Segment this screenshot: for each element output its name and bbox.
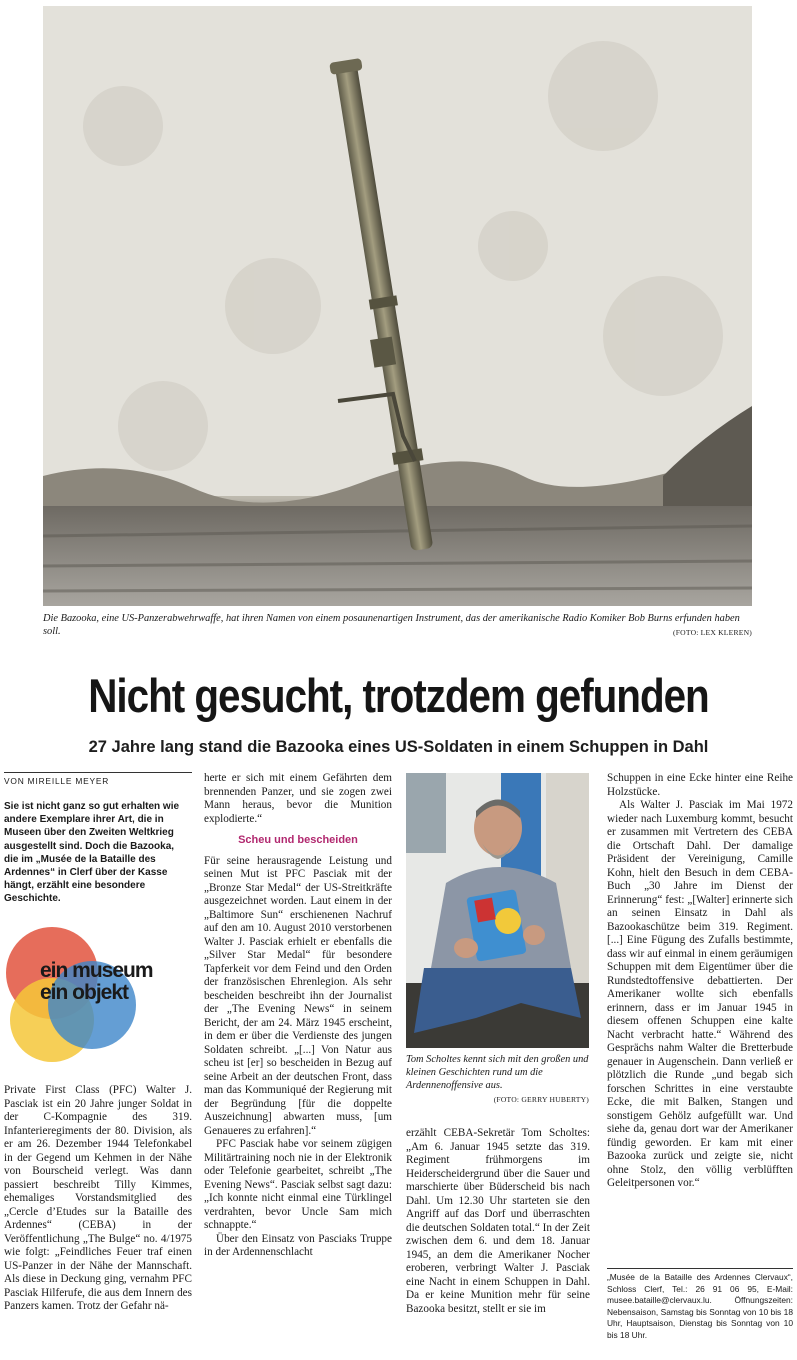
subheadline: 27 Jahre lang stand die Bazooka eines US-Soldaten in einem Schuppen in Dahl bbox=[88, 738, 709, 756]
lead-paragraph: Sie ist nicht ganz so gut erhalten wie andere Exemplare ihrer Art, die in Museen über den Zweiten Weltkrieg ausgestellt sind. Doch die Bazooka, die im „Musée de la Bataille des Ardennes“ in Clerf über der Kasse hängt, erzählt eine besondere Geschichte. bbox=[4, 801, 180, 905]
article-column-2 bbox=[204, 772, 392, 1260]
portrait-caption-text: Tom Scholtes kennt sich mit den großen und kleinen Geschichten rund um die Ardennenoffensive aus. bbox=[406, 1054, 589, 1091]
portrait-credit: (FOTO: GERRY HUBERTY) bbox=[493, 1095, 589, 1104]
photo-caption bbox=[43, 612, 752, 639]
photo-credit: (FOTO: LEX KLEREN) bbox=[673, 628, 752, 637]
photo-caption-text: Die Bazooka, eine US-Panzerabwehrwaffe, hat ihren Namen von einem posaunenartigen Instrument, das der amerikanische Radio Komiker Bob Burns erfunden haben soll. bbox=[43, 613, 740, 637]
body-paragraph: herte er sich mit einem Gefährten dem brennenden Panzer, und sie zogen zwei Mann heraus, bevor die Munition explodierte.“ bbox=[204, 772, 392, 825]
headline: Nicht gesucht, trotzdem gefunden bbox=[88, 669, 709, 722]
body-paragraph: Schuppen in eine Ecke hinter eine Reihe Holzstücke. bbox=[607, 772, 793, 798]
body-paragraph: Als Walter J. Pasciak im Mai 1972 wieder nach Luxemburg kommt, besucht er zusammen mit Vertretern des CEBA die Ortschaft Dahl. Der damalige Präsident der Vereinigung, Camille Kohn, hielt den Besuch in dem CEBA-Buch „30 Jahre im Dienst der Erinnerung“ fest: „[Walter] erinnerte sich an seinen Einsatz in Dahl als Bazookaschütze beim 319. Regiment. [...] Eine Fügung des Zufalls bestimmte, dass wir auf einmal in einem geräumigen Schuppen mit dem Eigentümer über die Rundstedtoffensive debattierten. Der Amerikaner wollte sich ebenfalls erinnern, dass er im Januar 1945 in diesem offenen Schuppen eine kalte Nacht verbracht hatte.“ Während des Gesprächs nahm Walter die Bretterbude genauer in Augenschein. Dann verließ er plötzlich die Runde „und begab sich forschen Schrittes in eine verstaubte Ecke, die mit Balken, Stangen und sonstigem Gehölz aufgefüllt war. Und siehe da, genau dort war der Amerikaner fündig geworden. Er kam mit einer Bazooka zurück und zeigte sie, nicht ohne Stolz, den völlig verblüfften Geleitpersonen vor.“ bbox=[607, 799, 793, 1189]
logo-line-2: ein objekt bbox=[40, 981, 129, 1004]
logo-line-1: ein museum bbox=[40, 959, 153, 982]
portrait-photo bbox=[406, 773, 589, 1048]
portrait-illustration bbox=[406, 773, 589, 1048]
museum-logo bbox=[4, 925, 194, 1065]
body-paragraph: Über den Einsatz von Pasciaks Truppe in der Ardennenschlacht bbox=[204, 1232, 392, 1258]
author-byline: VON MIREILLE MEYER bbox=[4, 772, 192, 786]
article-column-3 bbox=[406, 1127, 590, 1316]
portrait-caption bbox=[406, 1053, 589, 1106]
hero-photo bbox=[43, 6, 752, 606]
body-paragraph: PFC Pasciak habe vor seinem zügigen Militärtraining noch nie in der Elektronik oder Telefonie gearbeitet, schreibt „The Evening News“. Pasciak selbst sagt dazu: „Ich konnte nicht einmal eine Türklingel verdrahten, bevor Uncle Sam mich schnappte.“ bbox=[204, 1138, 392, 1231]
body-paragraph: erzählt CEBA-Sekretär Tom Scholtes: „Am 6. Januar 1945 setzte das 319. Regiment frühmorgens im Heiderscheidergrund über die Sauer und marschierte über Büderscheid bis nach Dahl. Um 12.30 Uhr starteten sie den Angriff auf das Dorf und überraschten die deutschen Soldaten total.“ In der Zeit zwischen dem 6. und dem 18. Januar 1945, an dem die Amerikaner Nocher eroberen, verbringt Walter J. Pasciak eine Nacht in einem Schuppen in Dahl. Da er keine Munition mehr für seine Bazooka besitzt, stellt er sie im bbox=[406, 1127, 590, 1315]
body-paragraph: Für seine herausragende Leistung und seinen Mut ist PFC Pasciak mit der „Bronze Star Medal“ der US-Streitkräfte ausgezeichnet worden. Laut einem in der „Baltimore Sun“ erschienenen Nachruf auf den am 10. August 2010 verstorbenen Walter J. Pasciak erhielt er ebenfalls die „Silver Star Medal“ für besondere Tapferkeit vor dem Feind und den Orden der französischen Ehrenlegion. Als sehr bescheiden beschreibt ihn der Journalist der „The Evening News“ in seinem Bericht, der am 24. März 1945 erscheint, in dem er über die Verdienste des jungen Soldaten schreibt. „[...] Von Natur aus scheu ist [er] so bescheiden in Bezug auf seine Arbeit an der deutschen Front, dass man das Kommuniqué der Regierung mit der Begründung [für die doppelte Auszeichnung] abwarten muss, [um Genaueres zu erfahren].“ bbox=[204, 854, 392, 1137]
body-paragraph: Private First Class (PFC) Walter J. Pasciak ist ein 20 Jahre junger Soldat in der C-Kompagnie des 319. Infanterieregiments der 80. Division, als er am 26. Dezember 1944 Telefonkabel in der Gegend um Kehmen in der Nähe von Bourscheid verlegt. Was dann passiert beschreibt Tilly Kimmes, ehemaliges Vorstandsmitglied des „Cercle d’Etudes sur la Bataille des Ardennes“ (CEBA) in der Veröffentlichung „The Bulge“ no. 4/1975 wie folgt: „Feindliches Feuer traf einen US-Panzer in der Nähe der Mannschaft. Als diese in Deckung ging, vernahm PFC Pasciak Hilferufe, die aus dem Innern des Panzers kamen. Trotz der Gefahr nä- bbox=[4, 1084, 192, 1312]
article-column-4 bbox=[607, 772, 793, 1191]
museum-info-box: „Musée de la Bataille des Ardennes Clervaux“, Schloss Clerf, Tel.: 26 91 06 95, E-Mail: musee.bataille@clervaux.lu. Öffnungszeiten: Nebensaison, Samstag bis Sonntag von 10 bis 18 Uhr, Hauptsaison, Dienstag bis Sonntag von 10 bis 18 Uhr. bbox=[607, 1268, 793, 1341]
article-column-1 bbox=[4, 1084, 192, 1314]
bazooka-photo-illustration bbox=[43, 6, 752, 606]
section-subtitle: Scheu und bescheiden bbox=[238, 834, 358, 846]
